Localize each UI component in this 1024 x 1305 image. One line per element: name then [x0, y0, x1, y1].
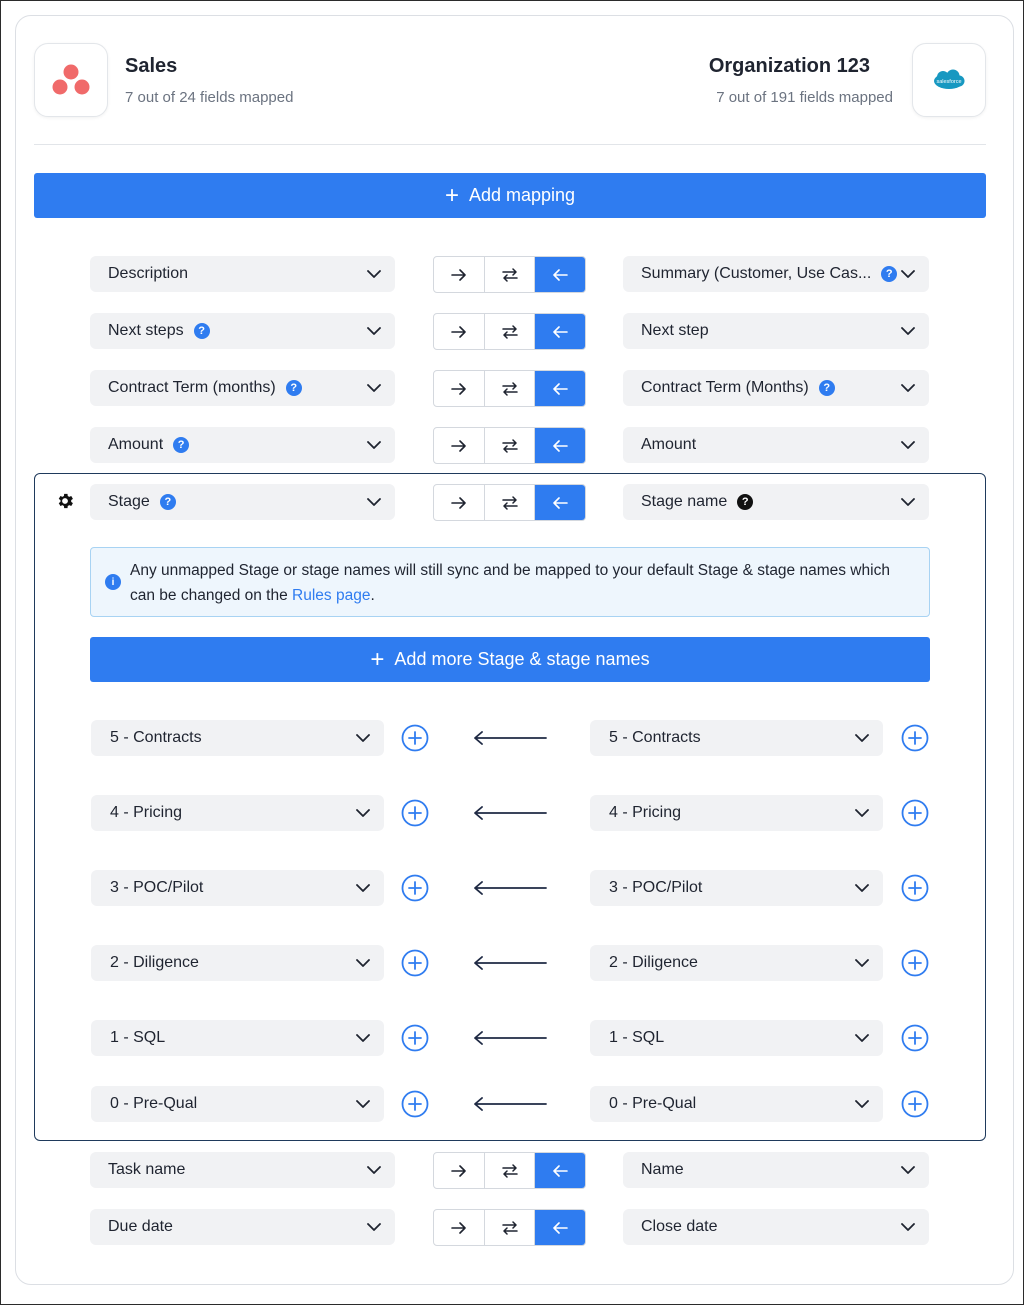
chevron-down-icon: [901, 324, 915, 338]
sync-both-button[interactable]: [485, 371, 536, 406]
chevron-down-icon: [901, 438, 915, 452]
stage-value-right-select[interactable]: [590, 720, 883, 756]
right-field-select[interactable]: [623, 313, 929, 349]
arrows-both-icon: [502, 325, 518, 339]
chevron-down-icon: [901, 267, 915, 281]
gear-icon[interactable]: [55, 491, 75, 511]
arrows-both-icon: [502, 496, 518, 510]
sync-right-button[interactable]: [434, 485, 485, 520]
stage-value-label: 5 - Contracts: [110, 729, 202, 746]
right-field-label: Next step: [641, 322, 709, 339]
target-mapped-count: 7 out of 191 fields mapped: [716, 89, 893, 106]
chevron-down-icon: [855, 1031, 869, 1045]
chevron-down-icon: [356, 1031, 370, 1045]
add-stage-value-icon[interactable]: [401, 799, 429, 827]
stage-value-label: 3 - POC/Pilot: [609, 879, 703, 896]
chevron-down-icon: [367, 1163, 381, 1177]
stage-value-left-select[interactable]: [91, 1020, 384, 1056]
stage-value-left-select[interactable]: [91, 795, 384, 831]
help-icon[interactable]: ?: [737, 494, 753, 510]
sync-right-button[interactable]: [434, 428, 485, 463]
add-stage-value-icon[interactable]: [401, 1024, 429, 1052]
stage-value-label: 1 - SQL: [110, 1029, 166, 1046]
right-field-select[interactable]: [623, 1209, 929, 1245]
right-field-label: Name: [641, 1161, 684, 1178]
arrow-right-icon: [451, 1165, 467, 1177]
chevron-down-icon: [356, 881, 370, 895]
right-field-select[interactable]: [623, 484, 929, 520]
left-field-select[interactable]: [90, 1152, 395, 1188]
right-field-label: Stage name: [641, 493, 728, 510]
chevron-down-icon: [901, 1163, 915, 1177]
add-stage-value-icon[interactable]: [901, 1024, 929, 1052]
arrow-left-icon: [473, 1031, 547, 1045]
stage-value-label: 4 - Pricing: [110, 804, 183, 821]
stage-value-left-select[interactable]: [91, 1086, 384, 1122]
arrow-left-icon: [552, 269, 568, 281]
stage-value-label: 5 - Contracts: [609, 729, 701, 746]
stage-value-label: 1 - SQL: [609, 1029, 665, 1046]
left-field-label: Contract Term (months): [108, 379, 276, 396]
arrow-left-icon: [473, 731, 547, 745]
right-field-select[interactable]: [623, 427, 929, 463]
stage-value-left-select[interactable]: [91, 720, 384, 756]
arrow-left-icon: [552, 440, 568, 452]
add-stage-value-icon[interactable]: [901, 799, 929, 827]
sync-both-button[interactable]: [485, 314, 536, 349]
sync-direction-toggle: [433, 484, 586, 521]
add-stage-value-icon[interactable]: [401, 874, 429, 902]
chevron-down-icon: [356, 731, 370, 745]
stage-value-left-select[interactable]: [91, 870, 384, 906]
help-icon[interactable]: ?: [173, 437, 189, 453]
chevron-down-icon: [367, 381, 381, 395]
sync-left-button[interactable]: [535, 257, 585, 292]
chevron-down-icon: [855, 731, 869, 745]
sync-left-button[interactable]: [535, 371, 585, 406]
sync-both-button[interactable]: [485, 1210, 536, 1245]
help-icon[interactable]: ?: [194, 323, 210, 339]
chevron-down-icon: [901, 1220, 915, 1234]
arrow-left-icon: [552, 326, 568, 338]
stage-info-banner: [90, 547, 930, 617]
left-field-label: Due date: [108, 1218, 173, 1235]
plus-icon: +: [370, 645, 385, 673]
sync-right-button[interactable]: [434, 314, 485, 349]
salesforce-logo-text: salesforce: [936, 79, 962, 85]
left-field-select[interactable]: [90, 313, 395, 349]
info-text-end: .: [370, 587, 375, 604]
chevron-down-icon: [367, 1220, 381, 1234]
add-stage-value-icon[interactable]: [401, 724, 429, 752]
salesforce-cloud-svg: [932, 68, 966, 92]
chevron-down-icon: [855, 956, 869, 970]
arrow-left-icon: [552, 383, 568, 395]
sync-direction-toggle: [433, 370, 586, 407]
add-stage-value-icon[interactable]: [401, 949, 429, 977]
left-field-label: Task name: [108, 1161, 186, 1178]
left-field-label: Amount: [108, 436, 164, 453]
arrow-right-icon: [451, 497, 467, 509]
sync-left-button[interactable]: [535, 314, 585, 349]
arrow-right-icon: [451, 326, 467, 338]
chevron-down-icon: [901, 495, 915, 509]
stage-value-label: 0 - Pre-Qual: [110, 1095, 198, 1112]
info-icon: i: [105, 574, 121, 590]
chevron-down-icon: [367, 324, 381, 338]
arrow-left-icon: [473, 1097, 547, 1111]
sync-right-button[interactable]: [434, 371, 485, 406]
arrow-left-icon: [473, 881, 547, 895]
right-field-select[interactable]: [623, 370, 929, 406]
right-field-label: Amount: [641, 436, 697, 453]
arrows-both-icon: [502, 1221, 518, 1235]
right-field-label: Close date: [641, 1218, 718, 1235]
chevron-down-icon: [855, 806, 869, 820]
sync-right-button[interactable]: [434, 257, 485, 292]
asana-logo-svg: [51, 63, 91, 97]
chevron-down-icon: [367, 438, 381, 452]
chevron-down-icon: [356, 956, 370, 970]
sync-direction-toggle: [433, 313, 586, 350]
add-more-stage-label: Add more Stage & stage names: [394, 649, 650, 669]
sync-both-button[interactable]: [485, 257, 536, 292]
arrows-both-icon: [502, 1164, 518, 1178]
help-icon[interactable]: ?: [286, 380, 302, 396]
left-field-select[interactable]: [90, 484, 395, 520]
arrow-left-icon: [552, 497, 568, 509]
info-text: Any unmapped Stage or stage names will still sync and be mapped to your default Stage & stage names which can be changed on the: [130, 562, 890, 604]
left-field-label: Description: [108, 265, 189, 282]
help-icon[interactable]: ?: [881, 266, 897, 282]
sync-both-button[interactable]: [485, 485, 536, 520]
stage-value-right-select[interactable]: [590, 1020, 883, 1056]
help-icon[interactable]: ?: [160, 494, 176, 510]
source-app-name: Sales: [125, 55, 178, 77]
stage-value-label: 2 - Diligence: [609, 954, 698, 971]
sync-left-button[interactable]: [535, 1210, 585, 1245]
right-field-select[interactable]: [623, 1152, 929, 1188]
stage-value-label: 0 - Pre-Qual: [609, 1095, 697, 1112]
add-stage-value-icon[interactable]: [901, 874, 929, 902]
chevron-down-icon: [356, 806, 370, 820]
sync-direction-toggle: [433, 1152, 586, 1189]
target-app-name: Organization 123: [708, 55, 870, 77]
arrow-right-icon: [451, 440, 467, 452]
add-mapping-label: Add mapping: [468, 185, 576, 205]
rules-page-link[interactable]: Rules page: [292, 587, 371, 604]
sync-direction-toggle: [433, 1209, 586, 1246]
stage-value-right-select[interactable]: [590, 795, 883, 831]
stage-value-right-select[interactable]: [590, 945, 883, 981]
stage-value-right-select[interactable]: [590, 1086, 883, 1122]
sync-left-button[interactable]: [535, 428, 585, 463]
sync-right-button[interactable]: [434, 1153, 485, 1188]
left-field-label: Next steps: [108, 322, 184, 339]
chevron-down-icon: [855, 881, 869, 895]
stage-value-right-select[interactable]: [590, 870, 883, 906]
add-more-stage-button[interactable]: [90, 637, 930, 682]
salesforce-logo-icon: [912, 43, 986, 117]
sync-left-button[interactable]: [535, 485, 585, 520]
arrows-both-icon: [502, 439, 518, 453]
source-mapped-count: 7 out of 24 fields mapped: [125, 89, 294, 106]
chevron-down-icon: [901, 381, 915, 395]
chevron-down-icon: [855, 1097, 869, 1111]
sync-both-button[interactable]: [485, 1153, 536, 1188]
plus-icon: +: [444, 181, 459, 209]
stage-value-label: 3 - POC/Pilot: [110, 879, 204, 896]
sync-right-button[interactable]: [434, 1210, 485, 1245]
chevron-down-icon: [367, 267, 381, 281]
help-icon[interactable]: ?: [819, 380, 835, 396]
add-stage-value-icon[interactable]: [901, 1090, 929, 1118]
left-field-select[interactable]: [90, 1209, 395, 1245]
left-field-label: Stage: [108, 493, 150, 510]
add-stage-value-icon[interactable]: [901, 724, 929, 752]
sync-direction-toggle: [433, 427, 586, 464]
header-divider: [34, 144, 986, 145]
sync-left-button[interactable]: [535, 1153, 585, 1188]
left-field-select[interactable]: [90, 256, 395, 292]
arrow-left-icon: [552, 1222, 568, 1234]
arrow-right-icon: [451, 383, 467, 395]
left-field-select[interactable]: [90, 427, 395, 463]
right-field-label: Summary (Customer, Use Cas...: [641, 265, 872, 282]
left-field-select[interactable]: [90, 370, 395, 406]
add-stage-value-icon[interactable]: [401, 1090, 429, 1118]
stage-value-left-select[interactable]: [91, 945, 384, 981]
arrows-both-icon: [502, 268, 518, 282]
chevron-down-icon: [367, 495, 381, 509]
stage-value-label: 4 - Pricing: [609, 804, 682, 821]
asana-logo-icon: [34, 43, 108, 117]
arrows-both-icon: [502, 382, 518, 396]
arrow-left-icon: [552, 1165, 568, 1177]
arrow-left-icon: [473, 956, 547, 970]
arrow-right-icon: [451, 1222, 467, 1234]
add-stage-value-icon[interactable]: [901, 949, 929, 977]
arrow-left-icon: [473, 806, 547, 820]
add-mapping-button[interactable]: [34, 173, 986, 218]
chevron-down-icon: [356, 1097, 370, 1111]
right-field-label: Contract Term (Months): [641, 379, 809, 396]
sync-both-button[interactable]: [485, 428, 536, 463]
arrow-right-icon: [451, 269, 467, 281]
right-field-select[interactable]: [623, 256, 929, 292]
stage-value-label: 2 - Diligence: [110, 954, 199, 971]
sync-direction-toggle: [433, 256, 586, 293]
